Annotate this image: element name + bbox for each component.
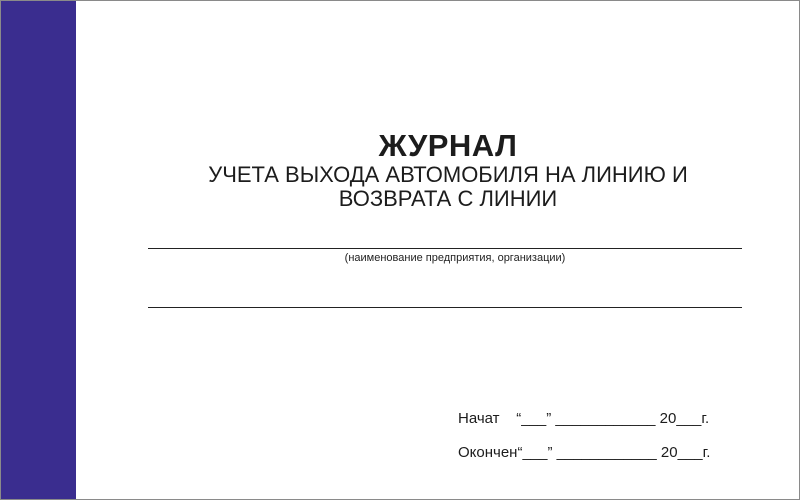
ended-date-line: Окончен“___” ____________ 20___г. xyxy=(458,444,711,461)
journal-title: ЖУРНАЛ xyxy=(378,128,518,163)
started-date-line: Начат “___” ____________ 20___г. xyxy=(458,410,710,427)
organization-name-line xyxy=(148,248,742,249)
organization-caption: (наименование предприятия, организации) xyxy=(344,252,566,264)
journal-subtitle xyxy=(76,163,800,211)
subtitle-line-1: УЧЕТА ВЫХОДА АВТОМОБИЛЯ НА ЛИНИЮ И xyxy=(208,162,688,187)
organization-second-line xyxy=(148,307,742,308)
subtitle-line-2: ВОЗВРАТА С ЛИНИИ xyxy=(338,186,558,211)
